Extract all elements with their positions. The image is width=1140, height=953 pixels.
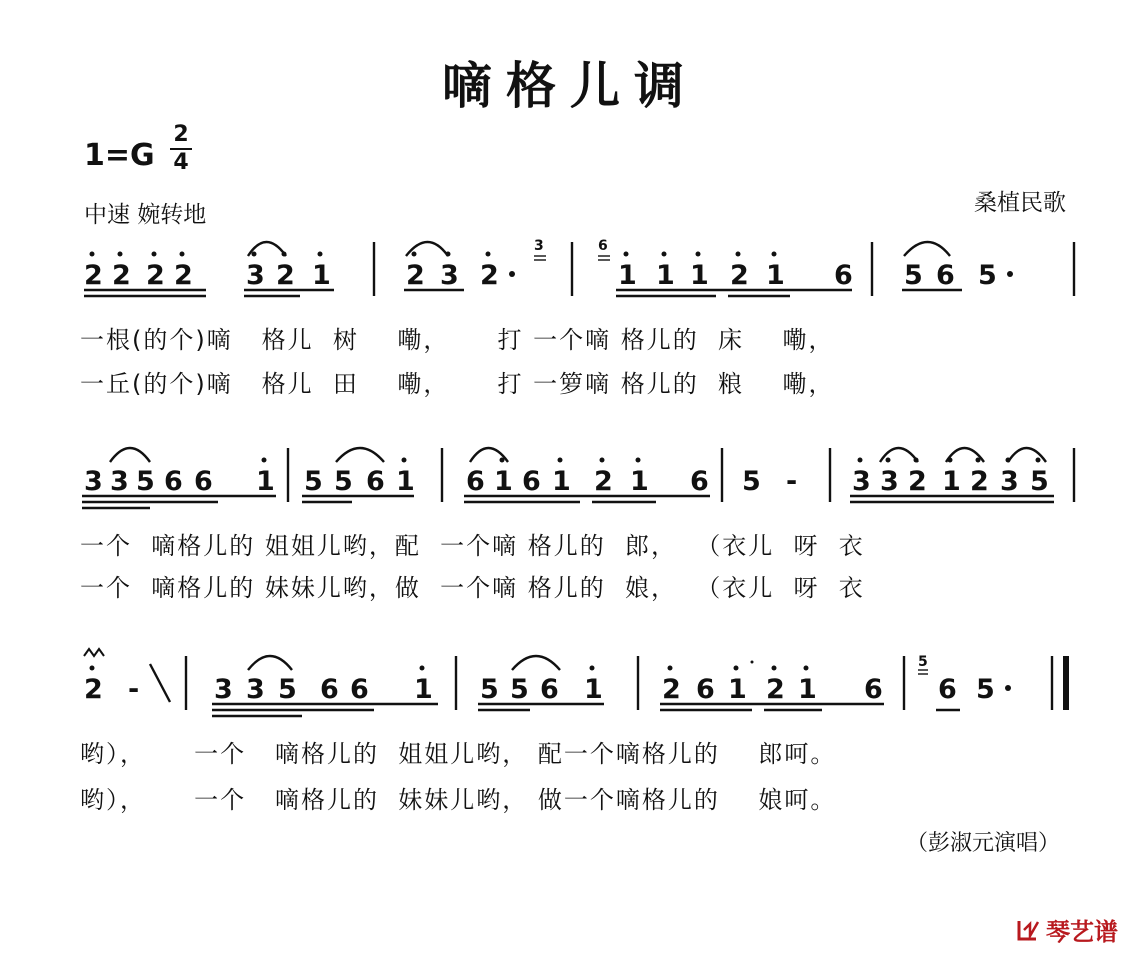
svg-text:5: 5 (480, 674, 499, 705)
notation-system-1 (0, 226, 1140, 316)
svg-text:6: 6 (466, 466, 485, 497)
svg-text:6: 6 (938, 674, 957, 705)
site-logo[interactable] (1016, 912, 1118, 947)
notation-system-2 (0, 432, 1140, 522)
svg-text:5: 5 (918, 654, 928, 670)
svg-text:6: 6 (350, 674, 369, 705)
svg-text:1: 1 (256, 466, 275, 497)
svg-text:5: 5 (510, 674, 529, 705)
svg-text:3: 3 (246, 260, 265, 291)
svg-text:3: 3 (1000, 466, 1019, 497)
time-signature-bottom: 4 (170, 148, 192, 176)
svg-text:3: 3 (852, 466, 871, 497)
logo-text: 琴艺谱 (1046, 918, 1118, 946)
svg-text:6: 6 (864, 674, 883, 705)
svg-text:1: 1 (584, 674, 603, 705)
svg-text:5: 5 (904, 260, 923, 291)
svg-text:5: 5 (136, 466, 155, 497)
svg-text:1: 1 (396, 466, 415, 497)
svg-text:6: 6 (540, 674, 559, 705)
svg-text:2: 2 (146, 260, 165, 291)
lyrics-line-2-verse-1: 一个 嘀格儿的 姐姐儿哟，配 一个嘀 格儿的 郎， （衣儿 呀 衣 (80, 532, 865, 560)
svg-text:3: 3 (84, 466, 103, 497)
svg-text:6: 6 (366, 466, 385, 497)
song-title: 嘀格儿调 (442, 57, 698, 115)
svg-text:1: 1 (630, 466, 649, 497)
lyrics-line-1-verse-2: 一丘(的个)嘀 格儿 田 嘞， 打 一箩嘀 格儿的 粮 嘞， (80, 370, 835, 398)
svg-text:3: 3 (110, 466, 129, 497)
svg-text:2: 2 (276, 260, 295, 291)
svg-text:3: 3 (534, 238, 544, 254)
svg-text:2: 2 (406, 260, 425, 291)
time-signature-top: 2 (173, 122, 189, 147)
svg-text:6: 6 (690, 466, 709, 497)
svg-text:2: 2 (84, 260, 103, 291)
svg-text:5: 5 (278, 674, 297, 705)
svg-text:6: 6 (834, 260, 853, 291)
svg-text:5: 5 (304, 466, 323, 497)
song-genre: 桑植民歌 (974, 190, 1066, 216)
notation-system-3 (0, 640, 1140, 730)
svg-text:2: 2 (480, 260, 499, 291)
svg-text:2: 2 (594, 466, 613, 497)
lyrics-line-3-verse-1: 哟）， 一个 嘀格儿的 姐姐儿哟， 配一个嘀格儿的 郎呵。 (80, 740, 837, 768)
svg-text:1: 1 (656, 260, 675, 291)
svg-text:6: 6 (320, 674, 339, 705)
svg-text:6: 6 (598, 238, 608, 254)
svg-text:2: 2 (174, 260, 193, 291)
svg-text:1: 1 (494, 466, 513, 497)
svg-text:6: 6 (696, 674, 715, 705)
svg-text:-: - (786, 466, 798, 497)
svg-text:3: 3 (214, 674, 233, 705)
logo-mark-icon (1016, 918, 1042, 942)
svg-text:6: 6 (522, 466, 541, 497)
svg-text:5: 5 (742, 466, 761, 497)
svg-text:1: 1 (552, 466, 571, 497)
svg-text:2: 2 (112, 260, 131, 291)
svg-text:2: 2 (662, 674, 681, 705)
svg-text:1: 1 (618, 260, 637, 291)
svg-text:6: 6 (936, 260, 955, 291)
svg-text:3: 3 (440, 260, 459, 291)
svg-text:2: 2 (730, 260, 749, 291)
svg-text:2: 2 (84, 674, 103, 705)
svg-text:1: 1 (690, 260, 709, 291)
svg-text:1: 1 (766, 260, 785, 291)
svg-text:1: 1 (798, 674, 817, 705)
svg-text:-: - (128, 674, 140, 705)
svg-text:3: 3 (246, 674, 265, 705)
lyrics-line-2-verse-2: 一个 嘀格儿的 妹妹儿哟，做 一个嘀 格儿的 娘， （衣儿 呀 衣 (80, 574, 865, 602)
svg-text:1: 1 (728, 674, 747, 705)
tempo-marking: 中速 婉转地 (84, 202, 207, 228)
svg-text:1: 1 (414, 674, 433, 705)
svg-text:1: 1 (942, 466, 961, 497)
key-signature: 1=G (84, 138, 155, 173)
performer-credit: （彭淑元演唱） (905, 831, 1060, 856)
svg-text:2: 2 (766, 674, 785, 705)
svg-text:6: 6 (164, 466, 183, 497)
lyrics-line-1-verse-1: 一根(的个)嘀 格儿 树 嘞， 打 一个嘀 格儿的 床 嘞， (80, 326, 835, 354)
svg-text:3: 3 (880, 466, 899, 497)
svg-text:1: 1 (312, 260, 331, 291)
lyrics-line-3-verse-2: 哟）， 一个 嘀格儿的 妹妹儿哟， 做一个嘀格儿的 娘呵。 (80, 786, 837, 814)
svg-text:2: 2 (970, 466, 989, 497)
svg-text:2: 2 (908, 466, 927, 497)
svg-text:5: 5 (976, 674, 995, 705)
svg-text:6: 6 (194, 466, 213, 497)
svg-text:5: 5 (334, 466, 353, 497)
time-signature (170, 122, 192, 176)
svg-text:5: 5 (1030, 466, 1049, 497)
svg-text:5: 5 (978, 260, 997, 291)
